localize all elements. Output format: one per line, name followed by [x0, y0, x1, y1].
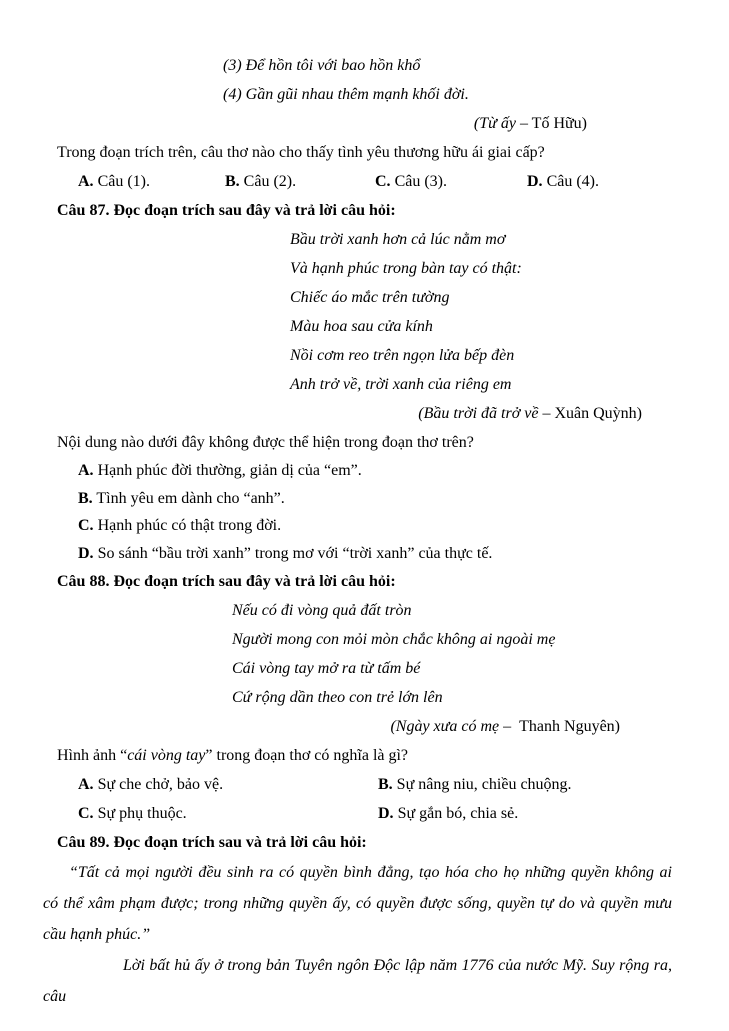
attribution-work: (Ngày xưa có mẹ [390, 718, 500, 735]
poem-line: Anh trở về, trời xanh của riêng em [290, 376, 512, 393]
poem-attribution [57, 399, 672, 428]
attribution-work: (Từ ấy [473, 115, 516, 132]
option-letter: B. [78, 489, 93, 507]
option-text: Câu (3). [394, 173, 447, 190]
option-text: Câu (4). [546, 173, 599, 190]
poem-line: (3) Để hồn tôi với bao hồn khổ [223, 57, 421, 74]
option-c [57, 512, 672, 540]
option-letter: D. [78, 544, 94, 562]
attribution-author: – Tố Hữu) [515, 115, 587, 132]
option-text: Sự che chở, bảo vệ. [97, 776, 224, 793]
question-post: ” trong đoạn thơ có nghĩa là gì? [205, 747, 409, 764]
option-a [78, 167, 225, 196]
option-text: Sự phụ thuộc. [97, 805, 187, 822]
question-quoted-term: cái vòng tay [127, 747, 206, 764]
attribution-author: – Xuân Quỳnh) [538, 405, 642, 422]
option-letter: A. [78, 173, 94, 190]
option-b [225, 167, 375, 196]
poem-line: Người mong con mỏi mòn chắc không ai ngoài mẹ [232, 631, 556, 648]
poem-line: Cứ rộng dần theo con trẻ lớn lên [232, 689, 443, 706]
poem-line: Bầu trời xanh hơn cả lúc nằm mơ [290, 231, 506, 248]
quote-line: có thể xâm phạm được; trong những quyền ấy, có quyền được sống, quyền tự do và quyền mưu [43, 895, 672, 912]
quote-line: cầu hạnh phúc.” [43, 926, 151, 943]
quote-line: “Tất cả mọi người đều sinh ra có quyền bình đẳng, tạo hóa cho họ những quyền không ai [69, 864, 672, 881]
attribution-work: (Bầu trời đã trở về [418, 405, 539, 422]
options-row [57, 167, 672, 196]
option-a [57, 457, 672, 485]
poem-line: Màu hoa sau cửa kính [290, 318, 433, 335]
option-c [78, 799, 378, 828]
option-text: Câu (2). [243, 173, 297, 190]
poem-line: Và hạnh phúc trong bàn tay có thật: [290, 260, 522, 277]
option-letter: A. [78, 776, 94, 793]
options-row [57, 799, 672, 828]
option-text: Sự gắn bó, chia sẻ. [397, 805, 519, 822]
option-c [375, 167, 527, 196]
paragraph-line: Lời bất hủ ấy ở trong bản Tuyên ngôn Độc lập năm 1776 của nước Mỹ. Suy rộng ra, câu [43, 957, 672, 1005]
option-b [378, 770, 672, 799]
option-text: Hạnh phúc có thật trong đời. [97, 517, 282, 534]
poem-attribution [57, 712, 672, 741]
options-list [57, 457, 672, 567]
option-d [527, 167, 672, 196]
question-text: Nội dung nào dưới đây không được thể hiện trong đoạn thơ trên? [57, 434, 474, 451]
option-d [378, 799, 672, 828]
option-d [57, 540, 672, 568]
option-text: Sự nâng niu, chiều chuộng. [396, 776, 572, 793]
option-letter: C. [78, 517, 94, 534]
option-letter: D. [378, 805, 394, 822]
option-text: Hạnh phúc đời thường, giản dị của “em”. [97, 462, 362, 479]
question-text [57, 741, 672, 770]
poem-line: (4) Gần gũi nhau thêm mạnh khối đời. [223, 86, 469, 103]
option-text: Tình yêu em dành cho “anh”. [96, 489, 285, 507]
question-88-heading: Câu 88. Đọc đoạn trích sau đây và trả lời câu hỏi: [57, 573, 396, 590]
option-letter: A. [78, 462, 94, 479]
options-row [57, 770, 672, 799]
question-89-heading: Câu 89. Đọc đoạn trích sau và trả lời câu hỏi: [57, 834, 367, 851]
option-letter: B. [378, 776, 393, 793]
option-text: Câu (1). [97, 173, 150, 190]
poem-line: Chiếc áo mắc trên tường [290, 289, 450, 306]
question-text: Trong đoạn trích trên, câu thơ nào cho thấy tình yêu thương hữu ái giai cấp? [57, 144, 545, 161]
poem-line: Nếu có đi vòng quả đất tròn [232, 602, 412, 619]
poem-attribution [57, 109, 672, 138]
poem-line: Cái vòng tay mở ra từ tấm bé [232, 660, 421, 677]
poem-line: Nồi cơm reo trên ngọn lửa bếp đèn [290, 347, 515, 364]
option-letter: D. [527, 173, 543, 190]
option-b [57, 485, 672, 513]
option-letter: B. [225, 173, 240, 190]
option-a [78, 770, 378, 799]
option-text: So sánh “bầu trời xanh” trong mơ với “trời xanh” của thực tế. [97, 544, 493, 562]
option-letter: C. [375, 173, 391, 190]
question-87-heading: Câu 87. Đọc đoạn trích sau đây và trả lời câu hỏi: [57, 202, 396, 219]
attribution-author: – Thanh Nguyên) [499, 718, 620, 735]
question-pre: Hình ảnh “ [57, 747, 128, 764]
option-letter: C. [78, 805, 94, 822]
